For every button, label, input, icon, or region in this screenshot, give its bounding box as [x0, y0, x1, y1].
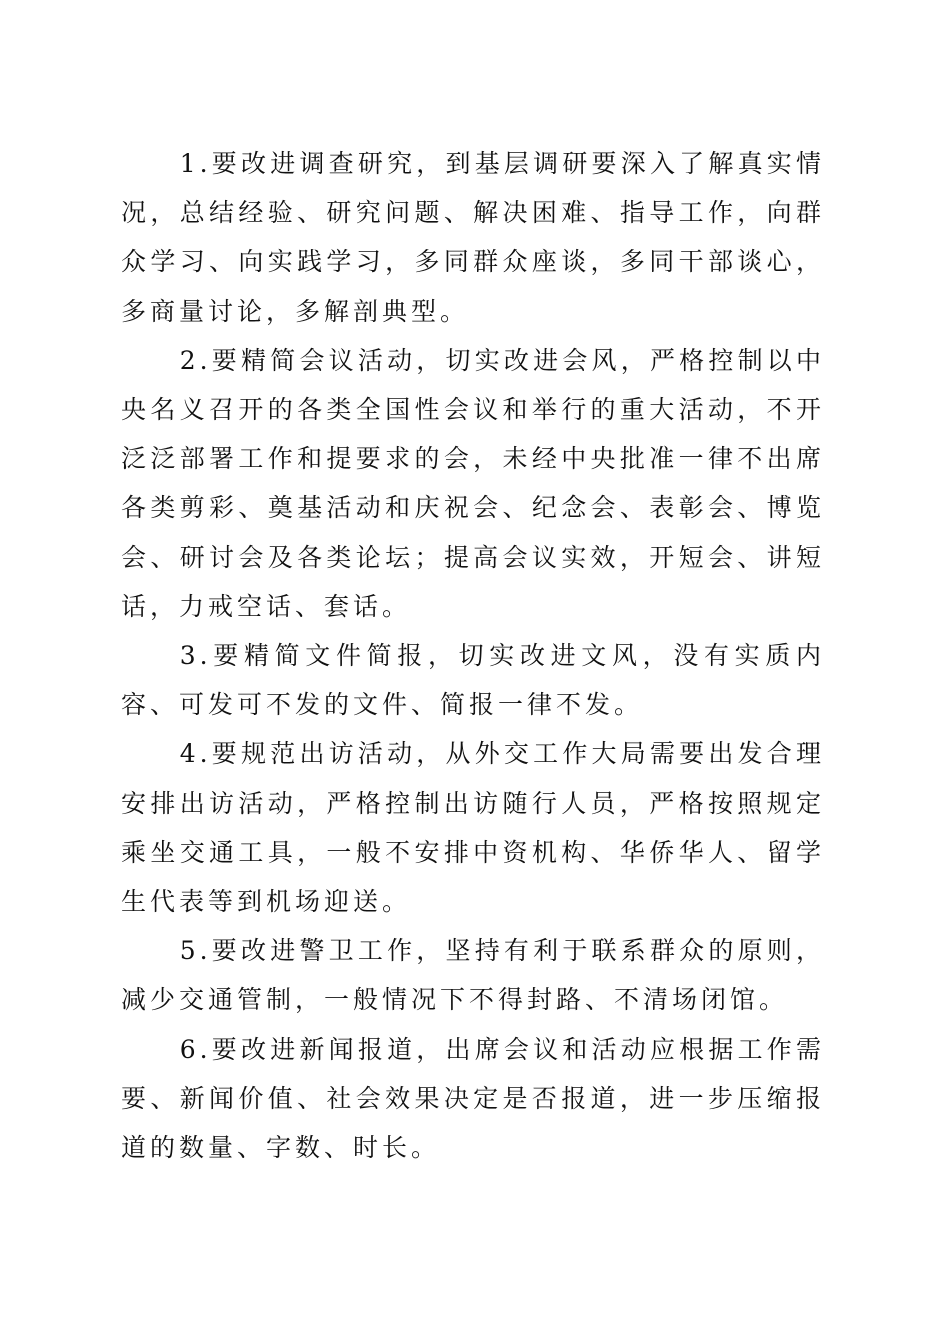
paragraph-item-1: 1.要改进调查研究，到基层调研要深入了解真实情况，总结经验、研究问题、解决困难、指导工作，向群众学习、向实践学习，多同群众座谈，多同干部谈心，多商量讨论，多解剖典型。: [121, 149, 825, 326]
paragraph-item-2: 2.要精简会议活动，切实改进会风，严格控制以中央名义召开的各类全国性会议和举行的重大活动，不开泛泛部署工作和提要求的会，未经中央批准一律不出席各类剪彩、奠基活动和庆祝会、纪念会、表彰会、博览会、研讨会及各类论坛；提高会议实效，开短会、讲短话，力戒空话、套话。: [121, 345, 825, 621]
paragraph-item-6: 6.要改进新闻报道，出席会议和活动应根据工作需要、新闻价值、社会效果决定是否报道，进一步压缩报道的数量、字数、时长。: [121, 1034, 825, 1163]
paragraph-item-4: 4.要规范出访活动，从外交工作大局需要出发合理安排出访活动，严格控制出访随行人员，严格按照规定乘坐交通工具，一般不安排中资机构、华侨华人、留学生代表等到机场迎送。: [121, 739, 825, 917]
paragraph-item-3: 3.要精简文件简报，切实改进文风，没有实质内容、可发可不发的文件、简报一律不发。: [121, 641, 825, 720]
paragraph-item-5: 5.要改进警卫工作，坚持有利于联系群众的原则，减少交通管制，一般情况下不得封路、不清场闭馆。: [121, 936, 825, 1015]
document-body: [121, 139, 825, 1172]
